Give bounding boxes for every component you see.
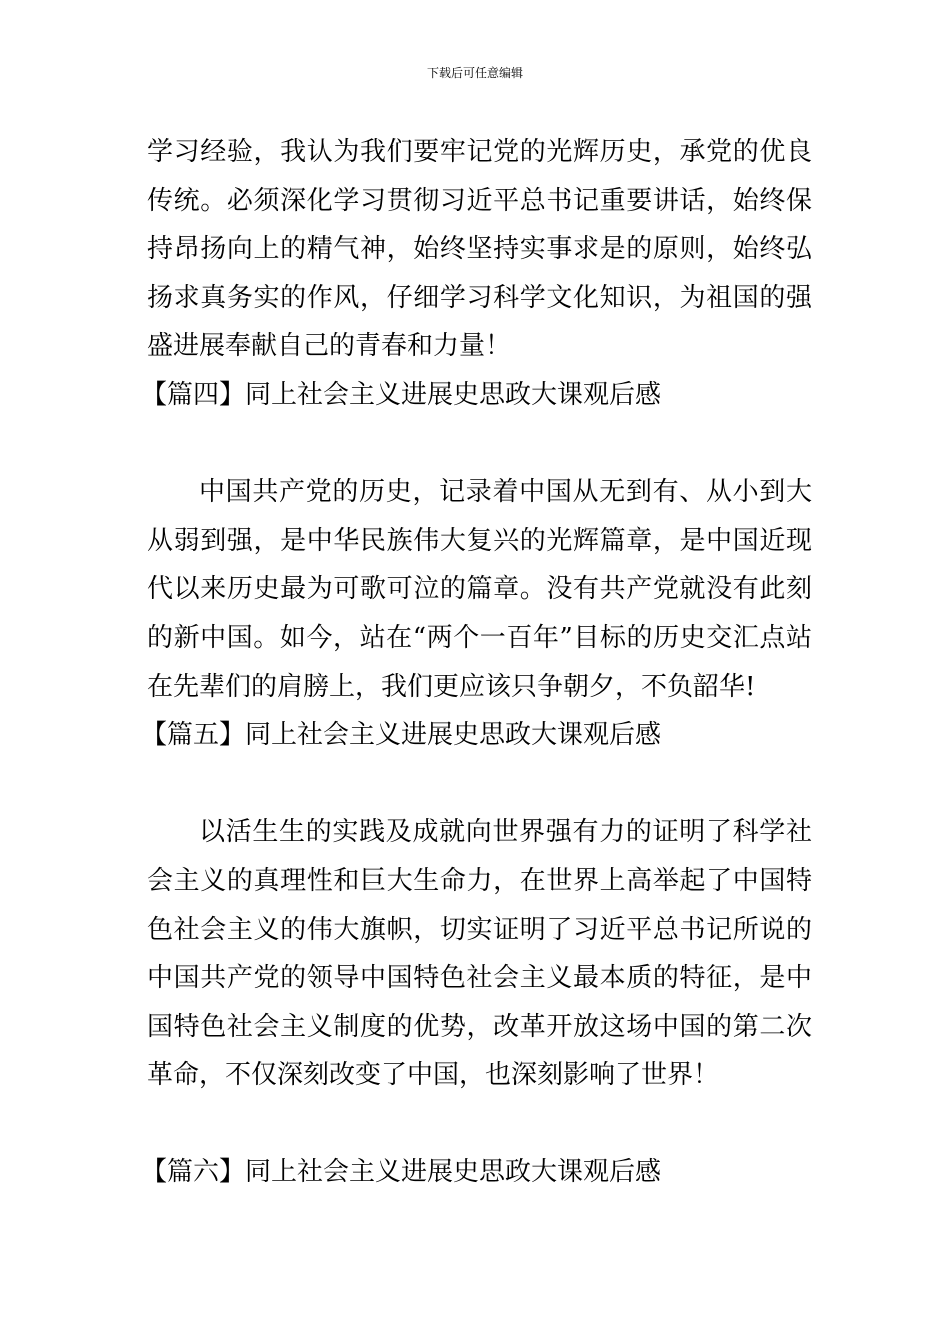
spacer: [147, 760, 812, 809]
page-header: 下载后可任意编辑: [426, 66, 523, 80]
section-heading-5: 【篇五】同上社会主义进展史思政大课观后感: [141, 720, 662, 751]
section-heading-6: 【篇六】同上社会主义进展史思政大课观后感: [141, 1157, 662, 1188]
document-body: [141, 128, 812, 1197]
paragraph-section-4: 中国共产党的历史，记录着中国从无到有、从小到大从弱到强，是中华民族伟大复兴的光辉篇章，是中国近现代以来历史最为可歌可泣的篇章。没有共产党就没有此刻的新中国。如今，站在“两个一百年”目标的历史交汇点站在先辈们的肩膀上，我们更应该只争朝夕，不负韶华!: [147, 477, 812, 702]
paragraph-continued: 学习经验，我认为我们要牢记党的光辉历史，承党的优良传统。必须深化学习贯彻习近平总书记重要讲话，始终保持昂扬向上的精气神，始终坚持实事求是的原则，始终弘扬求真务实的作风，仔细学习科学文化知识，为祖国的强盛进展奉献自己的青春和力量！: [147, 137, 812, 362]
spacer: [147, 420, 812, 469]
section-heading-4: 【篇四】同上社会主义进展史思政大课观后感: [141, 379, 662, 410]
paragraph-section-5: 以活生生的实践及成就向世界强有力的证明了科学社会主义的真理性和巨大生命力，在世界上高举起了中国特色社会主义的伟大旗帜，切实证明了习近平总书记所说的中国共产党的领导中国特色社会主义最本质的特征，是中国特色社会主义制度的优势，改革开放这场中国的第二次革命，不仅深刻改变了中国，也深刻影响了世界！: [147, 817, 812, 1091]
spacer: [147, 1100, 812, 1149]
